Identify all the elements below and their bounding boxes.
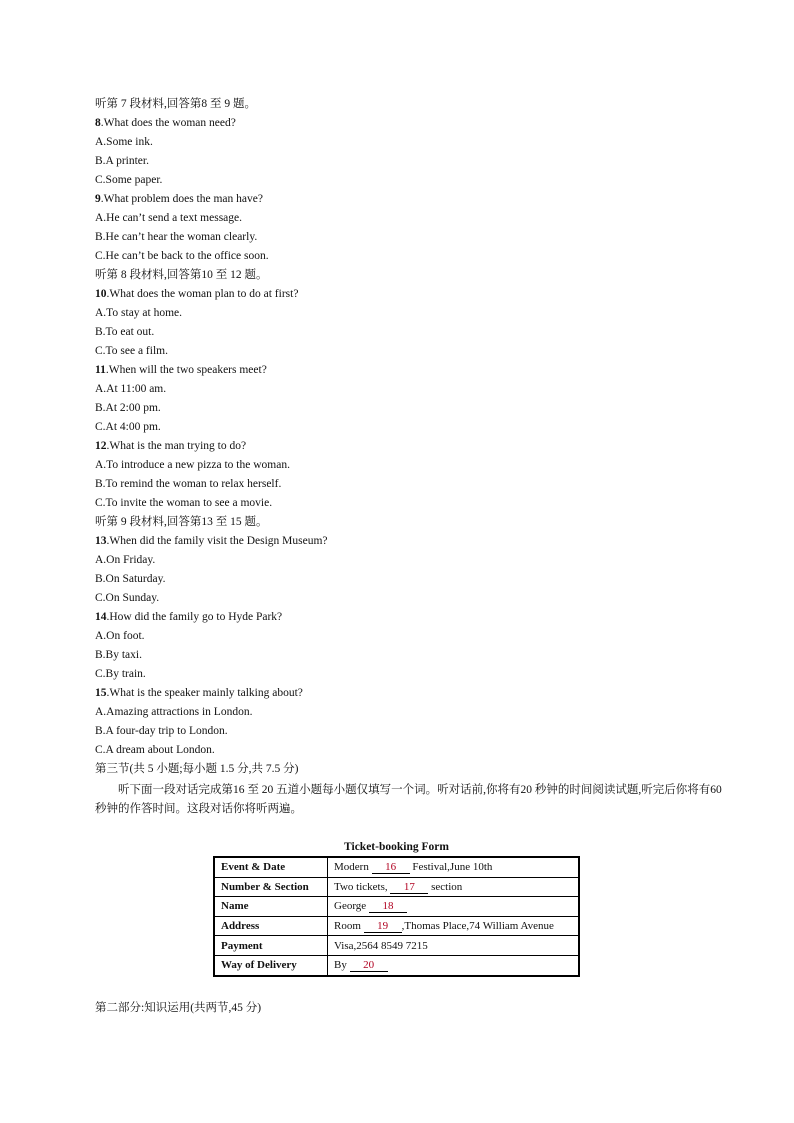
form-value [328, 897, 580, 917]
line-text: C.To invite the woman to see a movie. [95, 497, 273, 509]
question-number: 15 [95, 687, 107, 699]
question-line [95, 152, 735, 171]
form-row [214, 955, 579, 975]
question-line [95, 513, 735, 532]
question-line [95, 95, 735, 114]
question-line [95, 456, 735, 475]
part2-heading: 第二部分:知识运用(共两节,45 分) [95, 1002, 262, 1014]
question-number: 10 [95, 288, 107, 300]
question-number: 12 [95, 440, 107, 452]
form-label: Name [214, 897, 328, 917]
value-text: ,Thomas Place,74 William Avenue [401, 920, 554, 933]
form-value [328, 857, 580, 877]
line-text: B.On Saturday. [95, 573, 166, 585]
question-stem [95, 532, 735, 551]
question-line [95, 342, 735, 361]
form-value [328, 955, 580, 975]
question-number: 9 [95, 193, 101, 205]
line-text: B.A four-day trip to London. [95, 725, 228, 737]
line-text: C.A dream about London. [95, 744, 215, 756]
line-text: C.At 4:00 pm. [95, 421, 161, 433]
question-line [95, 475, 735, 494]
value-text: Room [334, 920, 364, 933]
question-line [95, 703, 735, 722]
section3-instruction: 听下面一段对话完成第16 至 20 五道小题每小题仅填写一个词。听对话前,你将有20 秒钟的时间阅读试题,听完后你将有60 秒钟的作答时间。这段对话你将听两遍。 [95, 784, 722, 815]
question-line [95, 228, 735, 247]
question-line [95, 133, 735, 152]
line-text: A.At 11:00 am. [95, 383, 167, 395]
line-text: B.To remind the woman to relax herself. [95, 478, 282, 490]
question-stem [95, 437, 735, 456]
question-line [95, 665, 735, 684]
line-text: .When did the family visit the Design Museum? [106, 535, 328, 547]
value-text: Visa,2564 8549 7215 [334, 939, 428, 952]
line-text: B.By taxi. [95, 649, 142, 661]
answer-blank[interactable]: 19 [364, 920, 402, 933]
line-text: B.To eat out. [95, 326, 155, 338]
question-line [95, 380, 735, 399]
form-row [214, 916, 579, 936]
question-stem [95, 361, 735, 380]
line-text: 第三节(共 5 小题;每小题 1.5 分,共 7.5 分) [95, 763, 299, 775]
question-line [95, 741, 735, 760]
form-title: Ticket-booking Form [344, 841, 449, 853]
question-line [95, 418, 735, 437]
question-line [95, 323, 735, 342]
line-text: .What does the woman plan to do at first? [106, 288, 299, 300]
answer-blank[interactable]: 18 [369, 900, 407, 913]
line-text: .When will the two speakers meet? [105, 364, 267, 376]
form-label: Way of Delivery [214, 955, 328, 975]
question-number: 13 [95, 535, 107, 547]
question-line [95, 627, 735, 646]
line-text: .What is the man trying to do? [106, 440, 247, 452]
line-text: A.To stay at home. [95, 307, 183, 319]
value-text: George [334, 900, 369, 913]
line-text: A.On foot. [95, 630, 145, 642]
question-line [95, 399, 735, 418]
form-row [214, 936, 579, 956]
line-text: .What does the woman need? [100, 117, 236, 129]
form-label: Payment [214, 936, 328, 956]
line-text: B.A printer. [95, 155, 149, 167]
value-text: Modern [334, 861, 372, 874]
form-row [214, 877, 579, 897]
question-line [95, 494, 735, 513]
line-text: B.At 2:00 pm. [95, 402, 161, 414]
line-text: B.He can’t hear the woman clearly. [95, 231, 258, 243]
question-line [95, 570, 735, 589]
form-value [328, 916, 580, 936]
question-line [95, 209, 735, 228]
question-line [95, 760, 735, 779]
question-line [95, 171, 735, 190]
line-text: 听第 8 段材料,回答第10 至 12 题。 [95, 269, 268, 281]
ticket-booking-form [213, 856, 580, 977]
question-line [95, 646, 735, 665]
question-number: 14 [95, 611, 107, 623]
question-number: 11 [95, 364, 106, 376]
value-text: By [334, 959, 350, 972]
line-text: C.To see a film. [95, 345, 168, 357]
question-stem [95, 608, 735, 627]
line-text: C.On Sunday. [95, 592, 160, 604]
line-text: .How did the family go to Hyde Park? [106, 611, 283, 623]
line-text: C.By train. [95, 668, 146, 680]
line-text: A.Amazing attractions in London. [95, 706, 253, 718]
question-line [95, 551, 735, 570]
line-text: A.On Friday. [95, 554, 156, 566]
line-text: 听第 9 段材料,回答第13 至 15 题。 [95, 516, 268, 528]
line-text: A.Some ink. [95, 136, 153, 148]
answer-blank[interactable]: 16 [372, 861, 410, 874]
question-number: 8 [95, 117, 101, 129]
form-label: Event & Date [214, 857, 328, 877]
form-label: Number & Section [214, 877, 328, 897]
form-value [328, 936, 580, 956]
form-value [328, 877, 580, 897]
form-label: Address [214, 916, 328, 936]
form-row [214, 857, 579, 877]
value-text: section [428, 880, 463, 893]
question-line [95, 722, 735, 741]
value-text: Two tickets, [334, 880, 391, 893]
question-line [95, 589, 735, 608]
line-text: A.He can’t send a text message. [95, 212, 243, 224]
value-text: Festival,June 10th [409, 861, 493, 874]
question-stem [95, 190, 735, 209]
answer-blank[interactable]: 20 [350, 959, 388, 972]
line-text: .What is the speaker mainly talking about? [106, 687, 303, 699]
answer-blank[interactable]: 17 [390, 881, 428, 894]
question-line [95, 304, 735, 323]
line-text: .What problem does the man have? [100, 193, 263, 205]
question-stem [95, 114, 735, 133]
form-row [214, 897, 579, 917]
question-line [95, 266, 735, 285]
line-text: C.He can’t be back to the office soon. [95, 250, 269, 262]
line-text: 听第 7 段材料,回答第8 至 9 题。 [95, 98, 256, 110]
line-text: C.Some paper. [95, 174, 163, 186]
question-stem [95, 684, 735, 703]
question-stem [95, 285, 735, 304]
line-text: A.To introduce a new pizza to the woman. [95, 459, 290, 471]
question-line [95, 247, 735, 266]
listening-questions [95, 95, 735, 779]
